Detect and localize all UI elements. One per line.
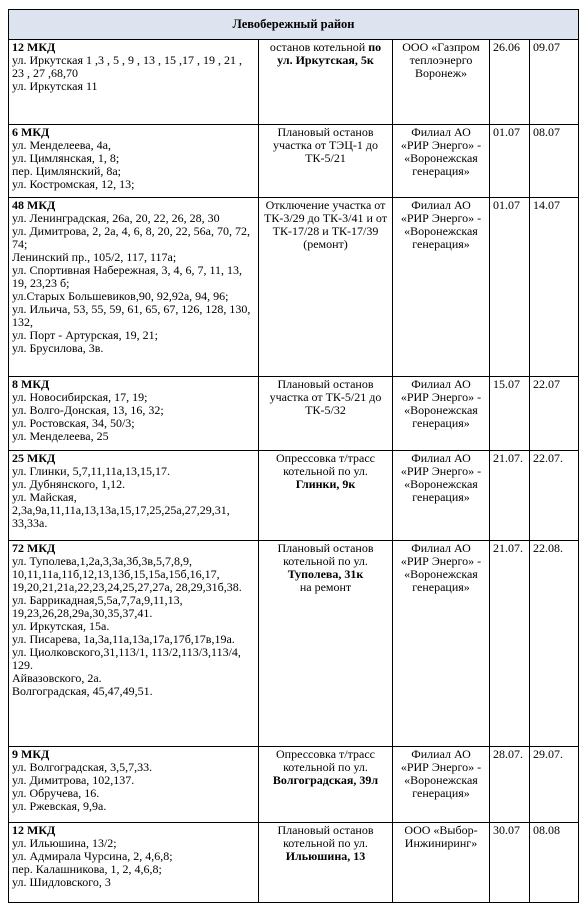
organization-cell bbox=[393, 198, 490, 377]
start-date: 21.07. bbox=[490, 541, 530, 747]
end-date: 08.07 bbox=[530, 125, 579, 198]
table-row bbox=[9, 747, 579, 823]
end-date: 22.07. bbox=[530, 451, 579, 541]
organization-name: Филиал АО «РИР Энерго» - «Воронежская генерация» bbox=[400, 451, 482, 504]
start-date: 21.07. bbox=[490, 451, 530, 541]
building-count: 12 МКД bbox=[12, 823, 56, 837]
building-count: 12 МКД bbox=[12, 40, 56, 54]
work-text: Опрессовка т/трасс котельной по ул. bbox=[276, 451, 375, 478]
district-title: Левобережный район bbox=[9, 10, 579, 40]
address-line: ул. Ильюшина, 13/2; bbox=[12, 836, 117, 850]
addresses-cell bbox=[9, 125, 259, 198]
address-line: Волгоградская, 45,47,49,51. bbox=[12, 684, 153, 698]
addresses-cell bbox=[9, 377, 259, 451]
address-line: ул. Волгоградская, 3,5,7,33. bbox=[12, 760, 153, 774]
address-line: ул. Димитрова, 2, 2а, 4, 6, 8, 20, 22, 56а, 70, 72, 74; bbox=[12, 224, 250, 251]
organization-cell bbox=[393, 40, 490, 125]
building-count: 25 МКД bbox=[12, 451, 56, 465]
work-description-cell bbox=[259, 823, 393, 903]
start-date: 15.07 bbox=[490, 377, 530, 451]
address-line: ул. Иркутская 1 ,3 , 5 , 9 , 13 , 15 ,17 , 19 , 21 , 23 , 27 ,68,70 bbox=[12, 53, 242, 80]
address-line: ул. Брусилова, 3в. bbox=[12, 341, 104, 355]
organization-name: Филиал АО «РИР Энерго» - «Воронежская генерация» bbox=[400, 377, 482, 430]
organization-name: Филиал АО «РИР Энерго» - «Воронежская генерация» bbox=[400, 198, 482, 251]
work-description-cell bbox=[259, 451, 393, 541]
building-count: 48 МКД bbox=[12, 198, 56, 212]
organization-name: Филиал АО «РИР Энерго» - «Воронежская генерация» bbox=[400, 747, 482, 800]
work-text: Плановый останов участка от ТЭЦ-1 до ТК-5/21 bbox=[272, 125, 378, 165]
table-row bbox=[9, 377, 579, 451]
building-count: 6 МКД bbox=[12, 125, 50, 139]
addresses-cell bbox=[9, 541, 259, 747]
organization-name: ООО «Выбор-Инжиниринг» bbox=[404, 823, 478, 850]
work-description-cell bbox=[259, 198, 393, 377]
address-line: Айвазовского, 2а. bbox=[12, 671, 102, 685]
boiler-location: Ильюшина, 13 bbox=[285, 849, 366, 863]
address-line: Ленинский пр., 105/2, 117, 117а; bbox=[12, 250, 177, 264]
addresses-cell bbox=[9, 451, 259, 541]
address-line: ул. Волго-Донская, 13, 16, 32; bbox=[12, 403, 164, 417]
address-line: ул. Ильича, 53, 55, 59, 61, 65, 67, 126, 128, 130, 132, bbox=[12, 302, 251, 329]
address-line: ул. Туполева,1,2а,3,3а,3б,3в,5,7,8,9, 10,11,11а,11б,12,13,13б,15,15а,15б,16,17, 19,20,21,21а,22,23,24,25,27,27а, 28,29,31б,38. bbox=[12, 554, 242, 594]
end-date: 14.07 bbox=[530, 198, 579, 377]
end-date: 22.07 bbox=[530, 377, 579, 451]
address-line: ул. Обручева, 16. bbox=[12, 786, 100, 800]
table-row bbox=[9, 40, 579, 125]
work-description-cell bbox=[259, 377, 393, 451]
addresses-cell bbox=[9, 40, 259, 125]
work-note: на ремонт bbox=[299, 580, 352, 594]
address-line: ул. Шидловского, 3 bbox=[12, 875, 111, 889]
organization-cell bbox=[393, 451, 490, 541]
boiler-location: Волгоградская, 39л bbox=[272, 773, 379, 787]
boiler-location: Туполева, 31к bbox=[287, 567, 364, 581]
address-line: ул.Старых Большевиков,90, 92,92а, 94, 96; bbox=[12, 289, 229, 303]
end-date: 22.08. bbox=[530, 541, 579, 747]
address-line: ул. Порт - Артурская, 19, 21; bbox=[12, 328, 158, 342]
work-text: останов котельной bbox=[269, 40, 366, 54]
address-line: ул. Писарева, 1а,3а,11а,13а,17а,17б,17в,19а. bbox=[12, 632, 235, 646]
boiler-location: по ул. Иркутская, 5к bbox=[277, 40, 382, 67]
address-line: ул. Баррикадная,5,5а,7,7а,9,11,13, 19,23,26,28,29а,30,35,37,41. bbox=[12, 593, 183, 620]
organization-name: Филиал АО «РИР Энерго» - «Воронежская генерация» bbox=[400, 125, 482, 178]
address-line: пер. Калашникова, 1, 2, 4,6,8; bbox=[12, 862, 162, 876]
address-line: ул. Димитрова, 102,137. bbox=[12, 773, 135, 787]
start-date: 30.07 bbox=[490, 823, 530, 903]
work-text: Плановый останов котельной по ул. bbox=[277, 541, 374, 568]
addresses-cell bbox=[9, 198, 259, 377]
organization-cell bbox=[393, 823, 490, 903]
addresses-cell bbox=[9, 747, 259, 823]
address-line: ул. Адмирала Чурсина, 2, 4,6,8; bbox=[12, 849, 173, 863]
address-line: ул. Иркутская, 15а. bbox=[12, 619, 110, 633]
address-line: ул. Ростовская, 34, 50/3; bbox=[12, 416, 135, 430]
addresses-cell bbox=[9, 823, 259, 903]
work-text: Плановый останов котельной по ул. bbox=[277, 823, 374, 850]
address-line: ул. Цимлянская, 1, 8; bbox=[12, 151, 120, 165]
table-row bbox=[9, 198, 579, 377]
work-text: Опрессовка т/трасс котельной по ул. bbox=[276, 747, 375, 774]
table-row bbox=[9, 823, 579, 903]
building-count: 72 МКД bbox=[12, 541, 56, 555]
table-row bbox=[9, 125, 579, 198]
address-line: ул. Ржевская, 9,9а. bbox=[12, 799, 107, 813]
work-description-cell bbox=[259, 40, 393, 125]
district-header-row bbox=[9, 10, 579, 40]
organization-cell bbox=[393, 125, 490, 198]
address-line: пер. Цимлянский, 8а; bbox=[12, 164, 122, 178]
start-date: 01.07 bbox=[490, 125, 530, 198]
boiler-location: Глинки, 9к bbox=[295, 477, 356, 491]
building-count: 9 МКД bbox=[12, 747, 50, 761]
outage-table bbox=[8, 9, 579, 903]
building-count: 8 МКД bbox=[12, 377, 50, 391]
organization-cell bbox=[393, 747, 490, 823]
organization-name: Филиал АО «РИР Энерго» - «Воронежская генерация» bbox=[400, 541, 482, 594]
table-body bbox=[9, 40, 579, 903]
work-description-cell bbox=[259, 125, 393, 198]
address-line: ул. Глинки, 5,7,11,11а,13,15,17. bbox=[12, 464, 171, 478]
end-date: 09.07 bbox=[530, 40, 579, 125]
start-date: 28.07. bbox=[490, 747, 530, 823]
address-line: ул. Костромская, 12, 13; bbox=[12, 177, 135, 191]
address-line: ул. Майская, 2,3а,9а,11,11а,13,13а,15,17,25,25а,27,29,31, 33,33а. bbox=[12, 490, 230, 530]
work-text: Плановый останов участка от ТК-5/21 до ТК-5/32 bbox=[269, 377, 382, 417]
organization-cell bbox=[393, 541, 490, 747]
address-line: ул. Менделеева, 4а, bbox=[12, 138, 111, 152]
end-date: 29.07. bbox=[530, 747, 579, 823]
organization-cell bbox=[393, 377, 490, 451]
address-line: ул. Менделеева, 25 bbox=[12, 429, 109, 443]
address-line: ул. Ленинградская, 26а, 20, 22, 26, 28, 30 bbox=[12, 211, 220, 225]
work-description-cell bbox=[259, 541, 393, 747]
work-text: Отключение участка от ТК-3/29 до ТК-3/41 и от ТК-17/28 и ТК-17/39 (ремонт) bbox=[264, 198, 387, 251]
address-line: ул. Дубнянского, 1,12. bbox=[12, 477, 126, 491]
start-date: 26.06 bbox=[490, 40, 530, 125]
end-date: 08.08 bbox=[530, 823, 579, 903]
table-row bbox=[9, 541, 579, 747]
address-line: ул. Новосибирская, 17, 19; bbox=[12, 390, 148, 404]
table-row bbox=[9, 451, 579, 541]
address-line: ул. Циолковского,31,113/1, 113/2,113/3,113/4, 129. bbox=[12, 645, 241, 672]
address-line: ул. Иркутская 11 bbox=[12, 79, 98, 93]
work-description-cell bbox=[259, 747, 393, 823]
address-line: ул. Спортивная Набережная, 3, 4, 6, 7, 11, 13, 19, 23,23 б; bbox=[12, 263, 243, 290]
organization-name: ООО «Газпром теплоэнерго Воронеж» bbox=[402, 40, 480, 80]
start-date: 01.07 bbox=[490, 198, 530, 377]
